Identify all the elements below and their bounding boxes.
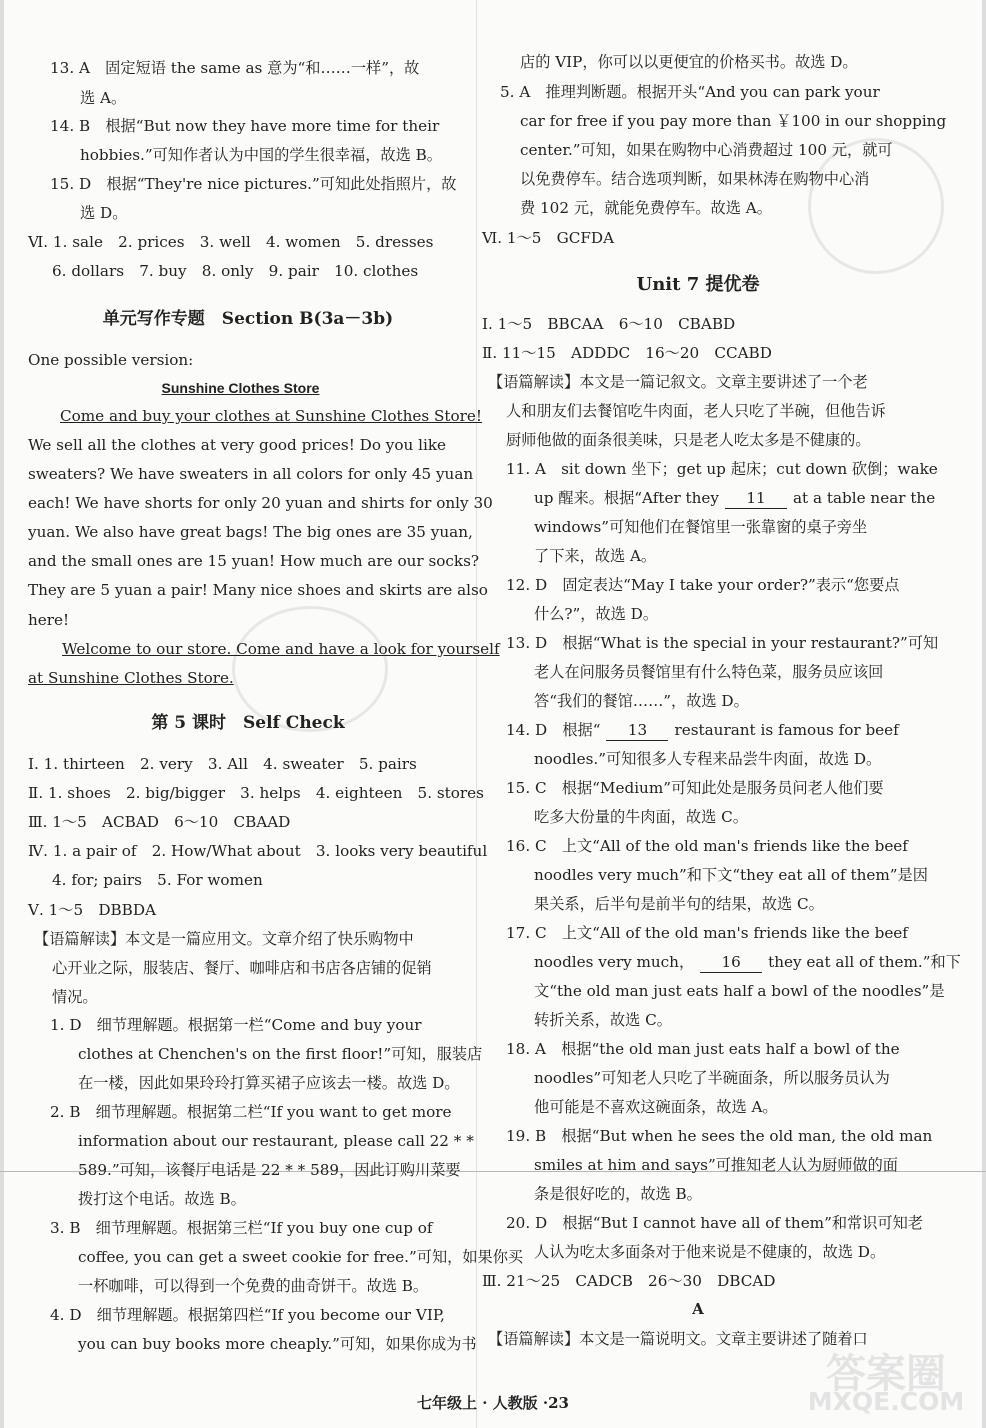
reading-analysis: 【语篇解读】本文是一篇说明文。文章主要讲述了随着口 [488, 1330, 868, 1348]
answer-12: 12. D 固定表达“May I take your order?”表示“您要点 [506, 576, 900, 594]
answer-2-cont: 589.”可知，该餐厅电话是 22 * * 589，因此订购川菜要 [78, 1161, 461, 1179]
section-vi: Ⅵ. 1～5 GCFDA [482, 229, 615, 247]
blank-16: 16 [700, 952, 762, 973]
answer-3-cont: 一杯咖啡，可以得到一个免费的曲奇饼干。故选 B。 [78, 1277, 429, 1295]
reading-analysis: 【语篇解读】本文是一篇记叙文。文章主要讲述了一个老 [488, 373, 868, 391]
reading-analysis: 【语篇解读】本文是一篇应用文。文章介绍了快乐购物中 [34, 930, 414, 948]
self-check-i: Ⅰ. 1. thirteen 2. very 3. All 4. sweater 5. pairs [28, 755, 417, 773]
self-check-v: Ⅴ. 1～5 DBBDA [28, 901, 156, 919]
section-vi: Ⅵ. 1. sale 2. prices 3. well 4. women 5. dresses [28, 233, 434, 251]
answer-13: 13. A 固定短语 the same as 意为“和……一样”，故 [50, 59, 420, 77]
answer-13-cont: 答“我们的餐馆……”，故选 D。 [534, 692, 749, 710]
answer-5-cont: 费 102 元，就能免费停车。故选 A。 [520, 199, 772, 217]
answer-15: 15. C 根据“Medium”可知此处是服务员问老人他们要 [506, 779, 884, 797]
answer-16: 16. C 上文“All of the old man's friends like the beef [506, 837, 908, 855]
essay-line: each! We have shorts for only 20 yuan and shirts for only 30 [28, 494, 493, 512]
answer-4: 4. D 细节理解题。根据第四栏“If you become our VIP, [50, 1306, 445, 1324]
answer-14: 14. D 根据“ 13 restaurant is famous for beef [506, 721, 899, 739]
answer-18-cont: 他可能是不喜欢这碗面条，故选 A。 [534, 1098, 778, 1116]
answer-5: 5. A 推理判断题。根据开头“And you can park your [500, 83, 880, 101]
self-check-ii: Ⅱ. 1. shoes 2. big/bigger 3. helps 4. eighteen 5. stores [28, 784, 484, 802]
answer-18-cont: noodles”可知老人只吃了半碗面条，所以服务员认为 [534, 1069, 890, 1087]
essay-line: Come and buy your clothes at Sunshine Clothes Store! [60, 407, 482, 425]
essay-line: sweaters? We have sweaters in all colors for only 45 yuan [28, 465, 474, 483]
writing-heading: 单元写作专题 Section B(3a－3b) [102, 309, 394, 329]
answer-4-cont: you can buy books more cheaply.”可知，如果你成为书 [78, 1335, 477, 1353]
self-check-iii: Ⅲ. 1～5 ACBAD 6～10 CBAAD [28, 813, 291, 831]
essay-line: yuan. We also have great bags! The big ones are 35 yuan, [28, 523, 473, 541]
section-vi-cont: 6. dollars 7. buy 8. only 9. pair 10. clothes [52, 262, 419, 280]
answer-14: 14. B 根据“But now they have more time for their [50, 117, 440, 135]
answer-20: 20. D 根据“But I cannot have all of them”和常识可知老 [506, 1214, 923, 1232]
answer-19-cont: smiles at him and says”可推知老人认为厨师做的面 [534, 1156, 898, 1174]
answer-14-cont: hobbies.”可知作者认为中国的学生很幸福，故选 B。 [80, 146, 442, 164]
blank-13: 13 [606, 720, 668, 741]
blank-11: 11 [725, 488, 787, 509]
answer-17: 17. C 上文“All of the old man's friends like the beef [506, 924, 908, 942]
unit7-i: Ⅰ. 1～5 BBCAA 6～10 CBABD [482, 315, 736, 333]
answer-5-cont: 以免费停车。结合选项判断，如果林涛在购物中心消 [520, 170, 870, 188]
answer-13: 13. D 根据“What is the special in your restaurant?”可知 [506, 634, 939, 652]
answer-17-cont: 转折关系，故选 C。 [534, 1011, 672, 1029]
essay-line: and the small ones are 15 yuan! How much are our socks? [28, 552, 480, 570]
unit7-iii: Ⅲ. 21～25 CADCB 26～30 DBCAD [482, 1272, 776, 1290]
watermark-logo: 答案圈 MXQE.COM [807, 1351, 965, 1416]
essay-line: They are 5 yuan a pair! Many nice shoes and skirts are also [28, 581, 488, 599]
answer-1: 1. D 细节理解题。根据第一栏“Come and buy your [50, 1016, 422, 1034]
answer-16-cont: 果关系，后半句是前半句的结果，故选 C。 [534, 895, 824, 913]
essay-line: here! [28, 611, 70, 629]
answer-11-cont: 了下来，故选 A。 [534, 547, 657, 565]
answer-5-cont: center.”可知，如果在购物中心消费超过 100 元，就可 [520, 141, 893, 159]
reading-analysis-cont: 人和朋友们去餐馆吃牛肉面，老人只吃了半碗，但他告诉 [506, 402, 886, 420]
reading-analysis-cont: 厨师他做的面条很美味，只是老人吃太多是不健康的。 [506, 431, 871, 449]
answer-16-cont: noodles very much”和下文“they eat all of them”是因 [534, 866, 928, 884]
answer-3-cont: coffee, you can get a sweet cookie for free.”可知，如果你买 [78, 1248, 524, 1266]
answer-1-cont: clothes at Chenchen's on the first floor!”可知，服装店 [78, 1045, 483, 1063]
answer-13-cont: 老人在问服务员餐馆里有什么特色菜，服务员应该回 [534, 663, 884, 681]
answer-3: 3. B 细节理解题。根据第三栏“If you buy one cup of [50, 1219, 433, 1237]
essay-line: at Sunshine Clothes Store. [28, 669, 234, 687]
answer-20-cont: 人认为吃太多面条对于他来说是不健康的，故选 D。 [534, 1243, 886, 1261]
lesson5-heading: 第 5 课时 Self Check [151, 713, 345, 733]
answer-11-cont: up 醒来。根据“After they 11 at a table near the [534, 489, 936, 507]
answer-13-cont: 选 A。 [80, 89, 127, 107]
answer-4-end: 店的 VIP，你可以以更便宜的价格买书。故选 D。 [520, 53, 858, 71]
answer-5-cont: car for free if you pay more than ￥100 in our shopping [520, 112, 947, 130]
unit7-ii: Ⅱ. 11～15 ADDDC 16～20 CCABD [482, 344, 772, 362]
answer-15: 15. D 根据“They're nice pictures.”可知此处指照片，故 [50, 175, 457, 193]
passage-a-label: A [692, 1300, 704, 1318]
answer-19: 19. B 根据“But when he sees the old man, the old man [506, 1127, 933, 1145]
answer-11-cont: windows”可知他们在餐馆里一张靠窗的桌子旁坐 [534, 518, 868, 536]
answer-17-cont: 文“the old man just eats half a bowl of the noodles”是 [534, 982, 945, 1000]
answer-17-cont: noodles very much， 16 they eat all of them.”和下 [534, 953, 961, 971]
answer-19-cont: 条是很好吃的，故选 B。 [534, 1185, 702, 1203]
page-footer: 七年级上 · 人教版 ·23 [417, 1394, 569, 1412]
answer-15-cont: 吃多大份量的牛肉面，故选 C。 [534, 808, 748, 826]
essay-line: Welcome to our store. Come and have a look for yourself [62, 640, 500, 658]
answer-2: 2. B 细节理解题。根据第二栏“If you want to get more [50, 1103, 452, 1121]
answer-15-cont: 选 D。 [80, 204, 128, 222]
essay-title: Sunshine Clothes Store [161, 380, 320, 396]
answer-2-cont: information about our restaurant, please call 22 * * [78, 1132, 474, 1150]
answer-18: 18. A 根据“the old man just eats half a bowl of the [506, 1040, 900, 1058]
reading-analysis-cont: 情况。 [52, 988, 98, 1006]
essay-line: We sell all the clothes at very good prices! Do you like [28, 436, 447, 454]
answer-12-cont: 什么?”，故选 D。 [534, 605, 659, 623]
self-check-iv-cont: 4. for; pairs 5. For women [52, 871, 263, 889]
answer-1-cont: 在一楼，因此如果玲玲打算买裙子应该去一楼。故选 D。 [78, 1074, 460, 1092]
one-possible-version: One possible version: [28, 351, 194, 369]
unit7-heading: Unit 7 提优卷 [636, 274, 760, 295]
answer-14-cont: noodles.”可知很多人专程来品尝牛肉面，故选 D。 [534, 750, 882, 768]
answer-11: 11. A sit down 坐下；get up 起床；cut down 砍倒；wake [506, 460, 938, 478]
self-check-iv: Ⅳ. 1. a pair of 2. How/What about 3. looks very beautiful [28, 842, 488, 860]
reading-analysis-cont: 心开业之际，服装店、餐厅、咖啡店和书店各店铺的促销 [52, 959, 432, 977]
answer-2-cont: 拨打这个电话。故选 B。 [78, 1190, 246, 1208]
